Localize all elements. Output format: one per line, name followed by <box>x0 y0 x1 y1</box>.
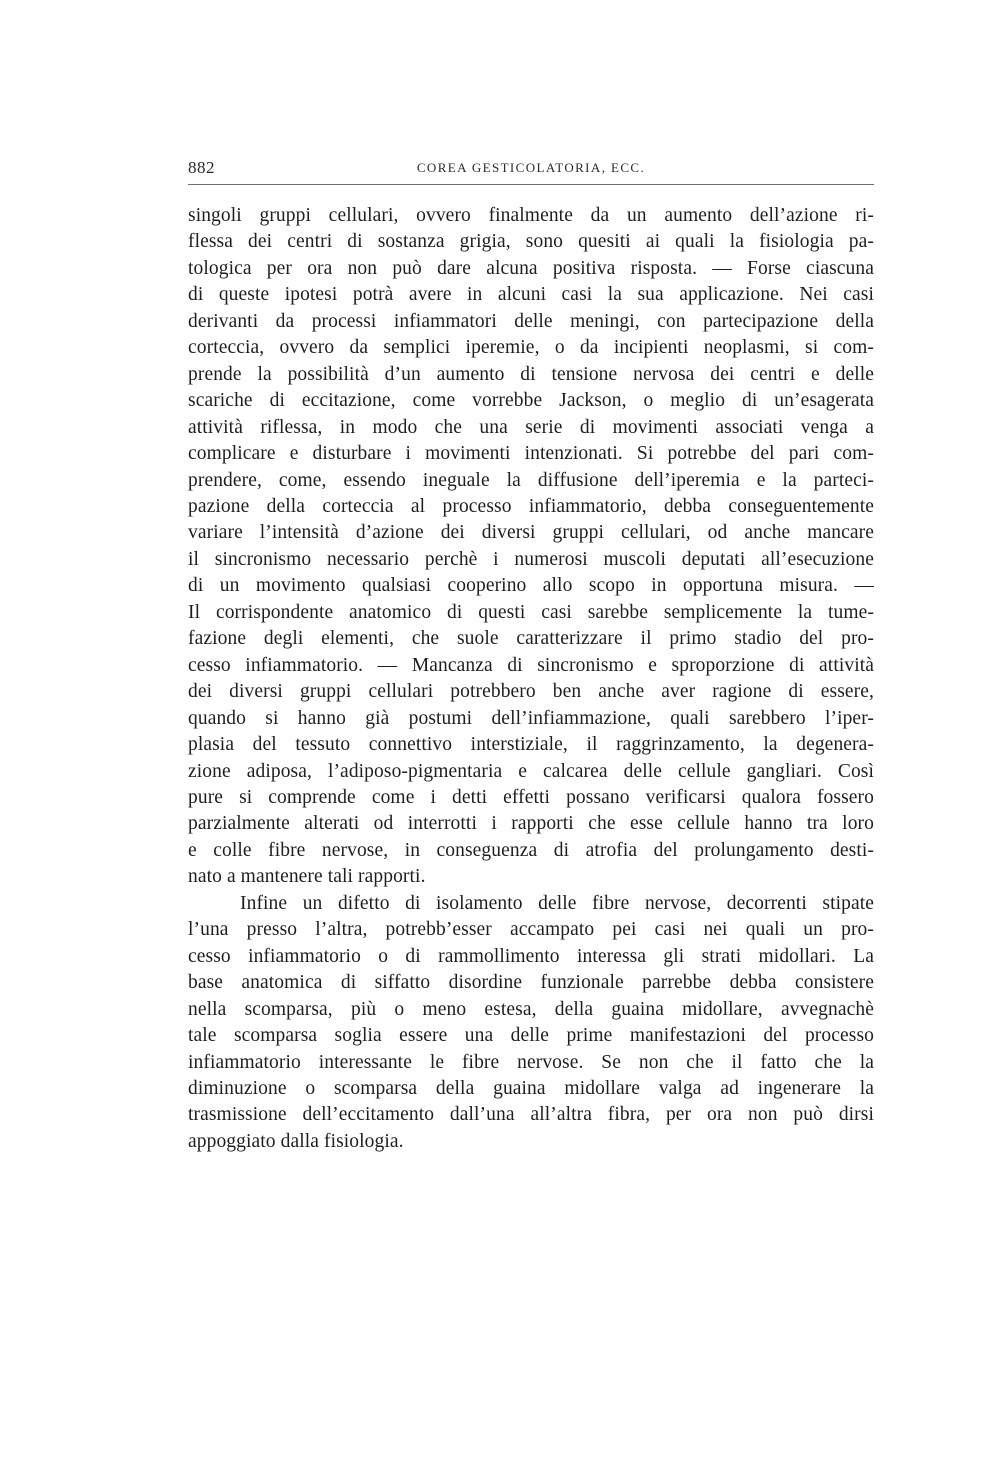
running-head <box>188 158 874 185</box>
text-line: cesso infiammatorio o di rammollimento interessa gli strati midollari. La <box>188 945 874 967</box>
text-line: trasmissione dell’eccitamento dall’una all’altra fibra, per ora non può dirsi <box>188 1104 874 1126</box>
text-line: appoggiato dalla fisiologia. <box>188 1130 404 1152</box>
paragraph-1 <box>188 203 874 891</box>
paragraph-2 <box>188 891 874 1156</box>
text-line: plasia del tessuto connettivo interstiziale, il raggrinzamento, la degenera- <box>188 734 874 756</box>
text-line: parzialmente alterati od interrotti i rapporti che esse cellule hanno tra loro <box>188 813 874 835</box>
text-line: prendere, come, essendo ineguale la diffusione dell’iperemia e la parteci- <box>188 469 874 491</box>
text-line: tologica per ora non può dare alcuna positiva risposta. — Forse ciascuna <box>188 257 874 279</box>
text-line: derivanti da processi infiammatori delle meningi, con partecipazione della <box>188 310 874 332</box>
text-line: Infine un difetto di isolamento delle fibre nervose, decorrenti stipate <box>240 892 874 914</box>
text-line: di queste ipotesi potrà avere in alcuni casi la sua applicazione. Nei casi <box>188 284 874 306</box>
text-line: corteccia, ovvero da semplici iperemie, o da incipienti neoplasmi, si com- <box>188 337 874 359</box>
text-line: prende la possibilità d’un aumento di tensione nervosa dei centri e delle <box>188 363 874 385</box>
text-line: scariche di eccitazione, come vorrebbe Jackson, o meglio di un’esagerata <box>188 390 874 412</box>
running-title: COREA GESTICOLATORIA, ECC. <box>416 160 646 175</box>
text-line: attività riflessa, in modo che una serie di movimenti associati venga a <box>188 416 874 438</box>
text-line: nella scomparsa, più o meno estesa, della guaina midollare, avvegnachè <box>188 998 874 1020</box>
text-line: infiammatorio interessante le fibre nervose. Se non che il fatto che la <box>188 1051 874 1073</box>
text-line: e colle fibre nervose, in conseguenza di atrofia del prolungamento desti- <box>188 839 874 861</box>
text-line: diminuzione o scomparsa della guaina midollare valga ad ingenerare la <box>188 1077 874 1099</box>
body-text <box>188 203 874 1155</box>
text-line: base anatomica di siffatto disordine funzionale parrebbe debba consistere <box>188 972 874 994</box>
page-number: 882 <box>188 158 215 177</box>
text-line: complicare e disturbare i movimenti intenzionati. Si potrebbe del pari com- <box>188 443 874 465</box>
text-line: tale scomparsa soglia essere una delle prime manifestazioni del processo <box>188 1025 874 1047</box>
text-line: pure si comprende come i detti effetti possano verificarsi qualora fossero <box>188 786 874 808</box>
text-line: il sincronismo necessario perchè i numerosi muscoli deputati all’esecuzione <box>188 548 874 570</box>
text-line: pazione della corteccia al processo infiammatorio, debba conseguentemente <box>188 495 874 517</box>
text-line: Il corrispondente anatomico di questi casi sarebbe semplicemente la tume- <box>188 601 874 623</box>
text-line: zione adiposa, l’adiposo-pigmentaria e calcarea delle cellule gangliari. Così <box>188 760 874 782</box>
text-line: cesso infiammatorio. — Mancanza di sincronismo e sproporzione di attività <box>188 654 874 676</box>
text-line: variare l’intensità d’azione dei diversi gruppi cellulari, od anche mancare <box>188 522 874 544</box>
text-line: l’una presso l’altra, potrebb’esser accampato pei casi nei quali un pro- <box>188 919 874 941</box>
text-line: nato a mantenere tali rapporti. <box>188 866 426 888</box>
text-line: di un movimento qualsiasi cooperino allo scopo in opportuna misura. — <box>188 575 874 597</box>
text-line: singoli gruppi cellulari, ovvero finalmente da un aumento dell’azione ri- <box>188 205 874 226</box>
text-line: quando si hanno già postumi dell’infiammazione, quali sarebbero l’iper- <box>188 707 874 729</box>
text-line: flessa dei centri di sostanza grigia, sono quesiti ai quali la fisiologia pa- <box>188 231 874 253</box>
text-line: dei diversi gruppi cellulari potrebbero ben anche aver ragione di essere, <box>188 681 874 703</box>
text-line: fazione degli elementi, che suole caratterizzare il primo stadio del pro- <box>188 628 874 650</box>
